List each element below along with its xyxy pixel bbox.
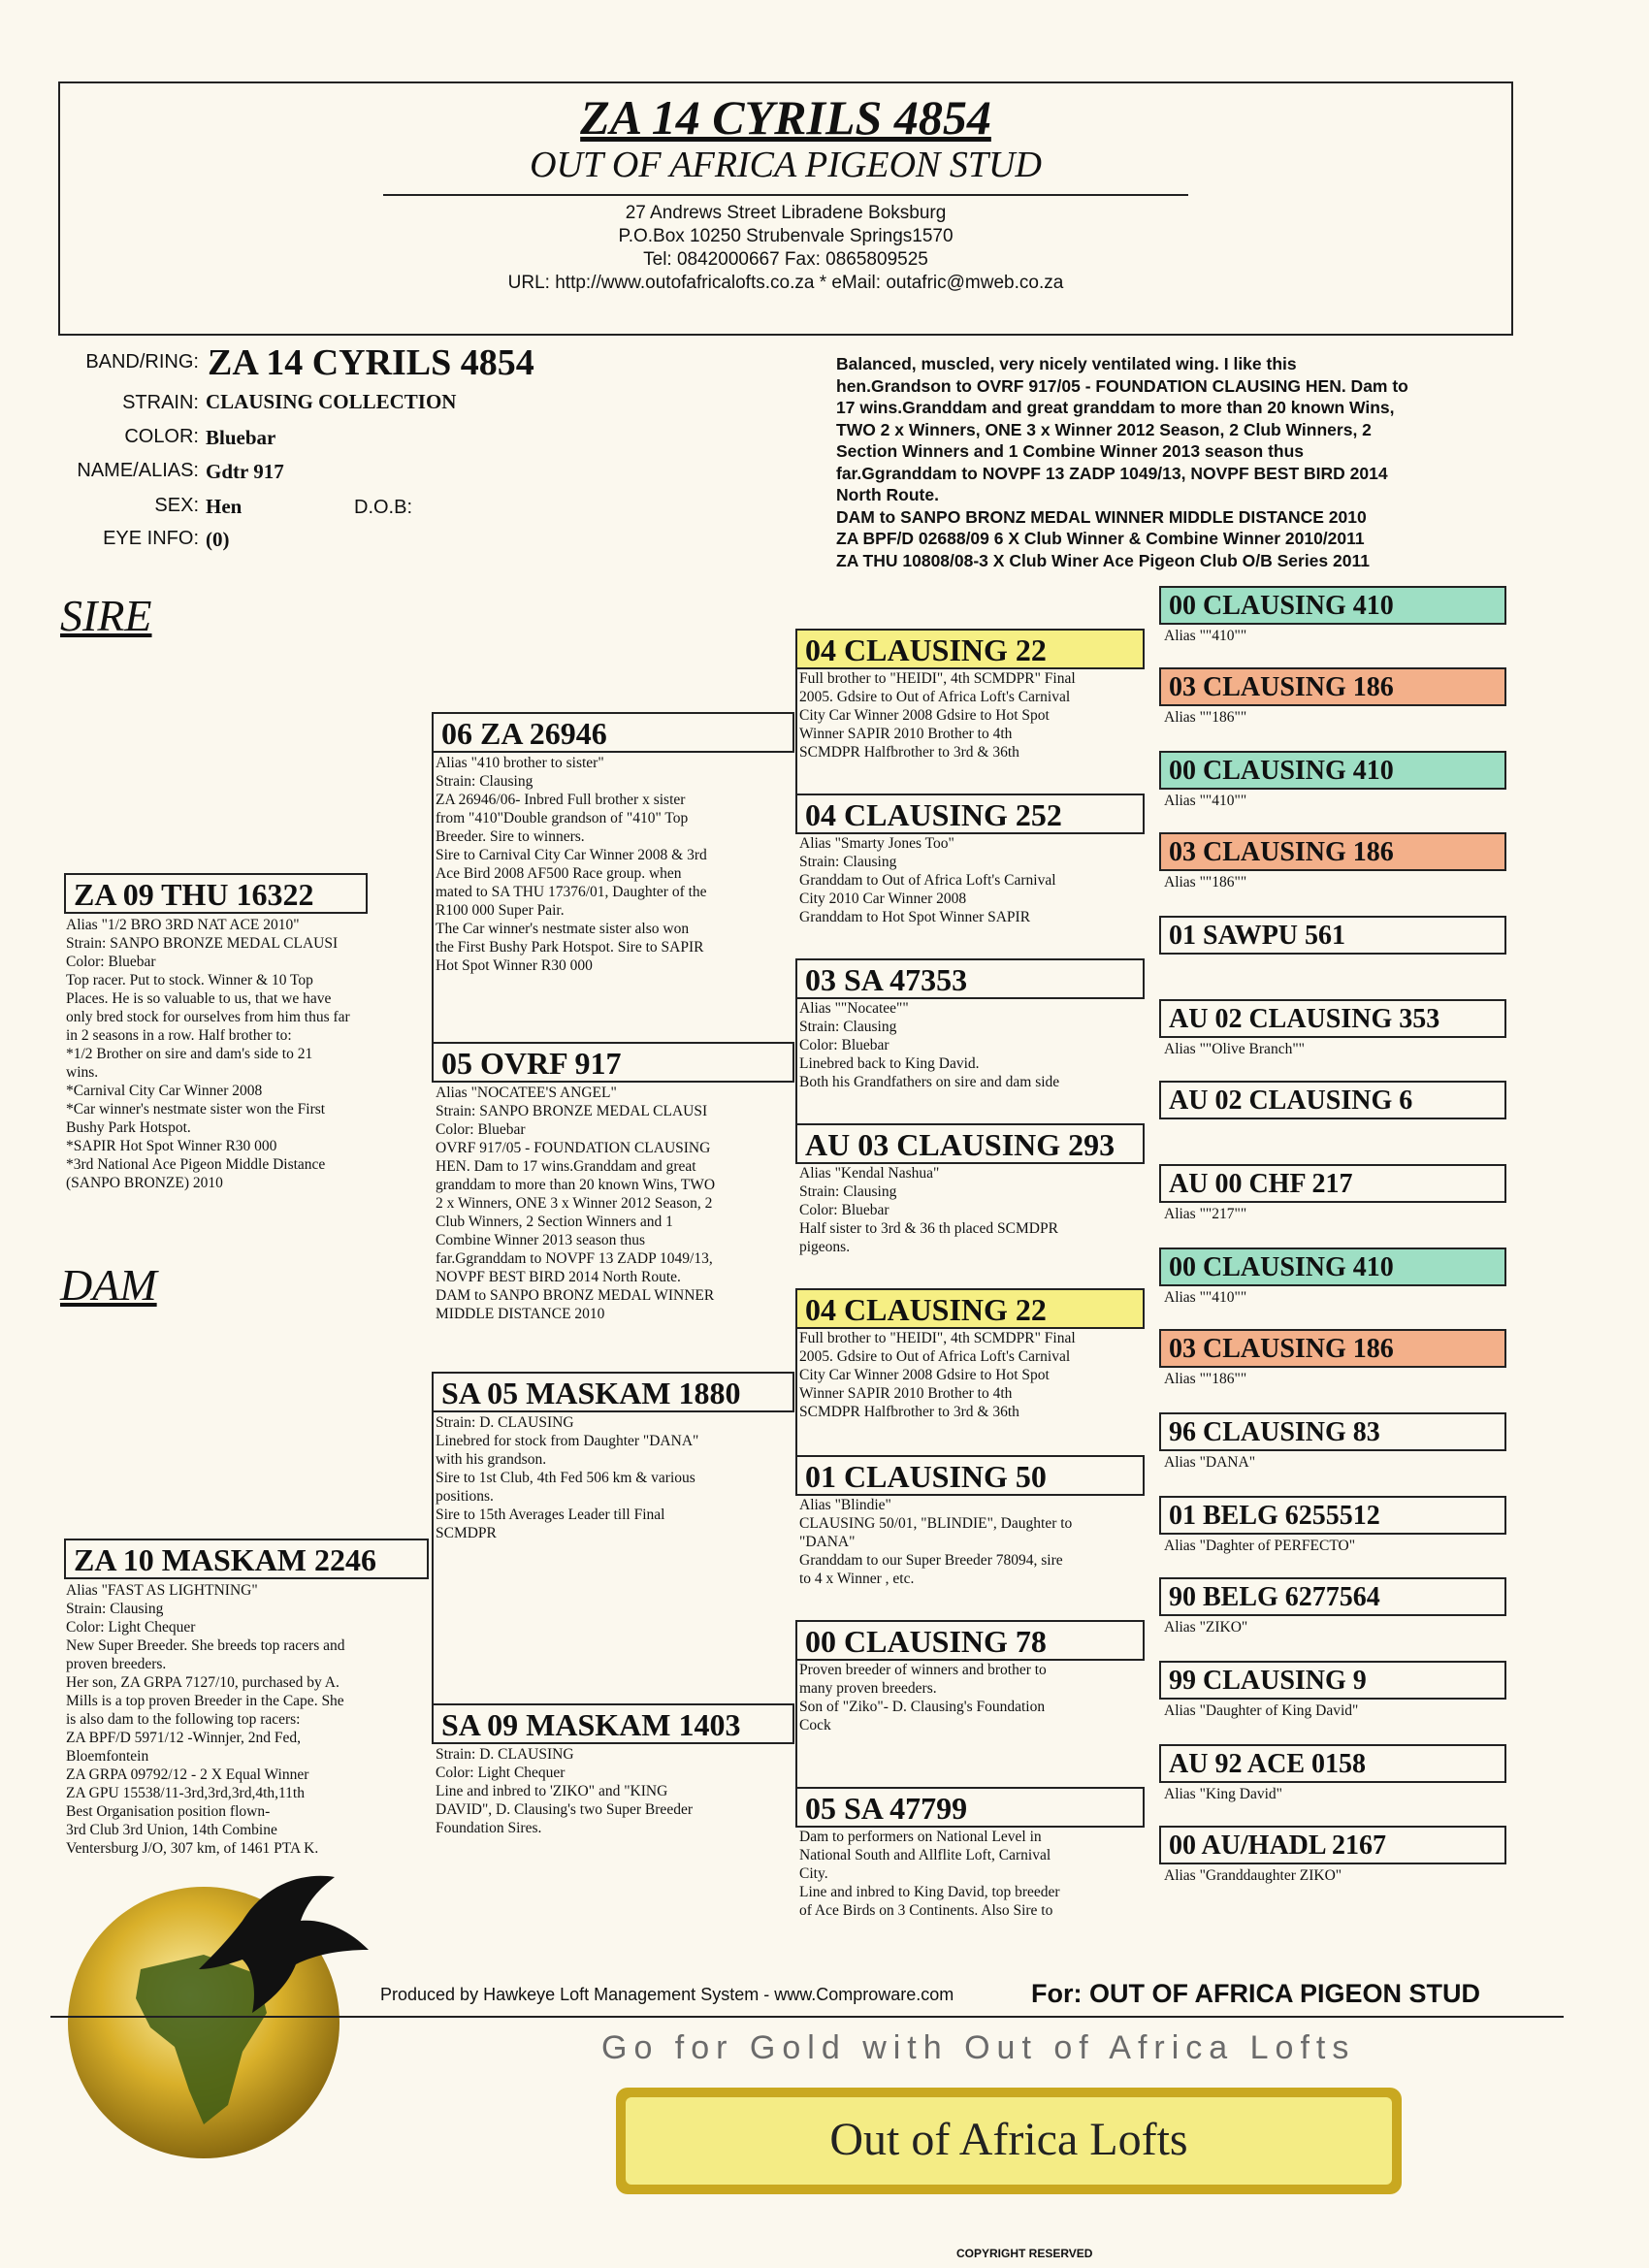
great-grandparent-details [799, 1661, 1153, 1734]
gg-grandparent-band: AU 02 CLAUSING 6 [1159, 1081, 1506, 1119]
gg-grandparent-band: 99 CLAUSING 9 [1159, 1661, 1506, 1700]
detail-line: Mills is a top proven Breeder in the Cape. She [66, 1693, 344, 1709]
note-line: hen.Grandson to OVRF 917/05 - FOUNDATION CLAUSING HEN. Dam to [836, 375, 1408, 396]
detail-line: DAM to SANPO BRONZ MEDAL WINNER [436, 1287, 715, 1304]
detail-line: Club Winners, 2 Section Winners and 1 [436, 1214, 673, 1230]
great-grandparent-band: 04 CLAUSING 22 [795, 1288, 1145, 1329]
detail-line: Sire to Carnival City Car Winner 2008 & 3rd [436, 847, 707, 863]
stud-footer: For: OUT OF AFRICA PIGEON STUD [1031, 1979, 1480, 2008]
detail-line: CLAUSING 50/01, "BLINDIE", Daughter to [799, 1515, 1073, 1532]
note-line: TWO 2 x Winners, ONE 3 x Winner 2012 Season, 2 Club Winners, 2 [836, 419, 1372, 439]
note-line: Section Winners and 1 Combine Winner 2013 season thus [836, 441, 1305, 461]
grandparent-details [436, 1084, 794, 1323]
detail-line: MIDDLE DISTANCE 2010 [436, 1306, 605, 1322]
note-line: 17 wins.Granddam and great granddam to more than 20 known Wins, [836, 398, 1395, 417]
address-line-1: 27 Andrews Street Libradene Boksburg [625, 203, 947, 223]
detail-line: proven breeders. [66, 1656, 167, 1672]
great-grandparent-band: 01 CLAUSING 50 [795, 1455, 1145, 1496]
great-grandparent-band: AU 03 CLAUSING 293 [795, 1123, 1145, 1164]
detail-line: ZA 26946/06- Inbred Full brother x sister [436, 792, 686, 808]
detail-line: many proven breeders. [799, 1680, 937, 1697]
detail-line: with his grandson. [436, 1451, 547, 1468]
connector-line [795, 1639, 797, 1804]
detail-line: National South and Allflite Loft, Carnival [799, 1847, 1051, 1863]
strain-label: STRAIN: [122, 392, 199, 413]
grandparent-band: SA 05 MASKAM 1880 [432, 1372, 794, 1412]
detail-line: ZA GPU 15538/11-3rd,3rd,3rd,4th,11th [66, 1785, 305, 1801]
detail-line: 3rd Club 3rd Union, 14th Combine [66, 1822, 277, 1838]
gg-grandparent-alias: Alias "Daughter of King David" [1164, 1702, 1359, 1719]
detail-line: City Car Winner 2008 Gdsire to Hot Spot [799, 707, 1050, 724]
detail-line: Ace Bird 2008 AF500 Race group. when [436, 865, 682, 882]
note-line: DAM to SANPO BRONZ MEDAL WINNER MIDDLE DISTANCE 2010 [836, 506, 1367, 527]
eye-value: (0) [206, 528, 230, 551]
note-line: Balanced, muscled, very nicely ventilated wing. I like this [836, 354, 1297, 373]
detail-line: only bred stock for ourselves from him thus far [66, 1009, 350, 1025]
software-credit: Produced by Hawkeye Loft Management System - www.Comproware.com [380, 1985, 954, 2004]
great-grandparent-band: 04 CLAUSING 22 [795, 629, 1145, 669]
detail-line: Line and inbred to King David, top breeder [799, 1884, 1060, 1900]
gg-grandparent-band: 01 BELG 6255512 [1159, 1496, 1506, 1535]
dam-band: ZA 10 MASKAM 2246 [64, 1539, 429, 1579]
great-grandparent-details [799, 999, 1153, 1091]
gg-grandparent-alias: Alias ""186"" [1164, 874, 1247, 891]
detail-line: Alias "Blindie" [799, 1497, 891, 1513]
detail-line: Strain: Clausing [799, 1019, 897, 1035]
detail-line: *Carnival City Car Winner 2008 [66, 1083, 263, 1099]
gg-grandparent-band: AU 00 CHF 217 [1159, 1164, 1506, 1203]
detail-line: mated to SA THU 17376/01, Daughter of the [436, 884, 707, 900]
detail-line: *1/2 Brother on sire and dam's side to 21 [66, 1046, 313, 1062]
connector-line [432, 1385, 434, 1720]
detail-line: *SAPIR Hot Spot Winner R30 000 [66, 1138, 277, 1154]
gg-grandparent-band: AU 02 CLAUSING 353 [1159, 999, 1506, 1038]
gg-grandparent-alias: Alias ""186"" [1164, 709, 1247, 726]
dam-details [66, 1581, 420, 1858]
detail-line: Bushy Park Hotspot. [66, 1119, 191, 1136]
brand-banner [616, 2088, 1402, 2194]
detail-line: Breeder. Sire to winners. [436, 828, 585, 845]
detail-line: Strain: Clausing [436, 773, 534, 790]
detail-line: *3rd National Ace Pigeon Middle Distance [66, 1156, 326, 1173]
connector-line [795, 648, 797, 813]
africa-gold-logo [58, 1843, 407, 2163]
gg-grandparent-alias: Alias ""Olive Branch"" [1164, 1041, 1305, 1057]
connector-line [795, 1308, 797, 1473]
sex-label: SEX: [154, 495, 199, 516]
gg-grandparent-alias: Alias "Granddaughter ZIKO" [1164, 1867, 1342, 1884]
detail-line: Combine Winner 2013 season thus [436, 1232, 646, 1248]
great-grandparent-details [799, 1329, 1153, 1421]
grandparent-details [436, 754, 794, 975]
detail-line: positions. [436, 1488, 494, 1505]
detail-line: wins. [66, 1064, 99, 1081]
gg-grandparent-alias: Alias "ZIKO" [1164, 1619, 1248, 1636]
detail-line: SCMDPR Halfbrother to 3rd & 36th [799, 744, 1019, 761]
bird-notes [836, 353, 1496, 571]
gg-grandparent-alias: Alias "King David" [1164, 1786, 1283, 1802]
detail-line: Line and inbred to 'ZIKO" and "KING [436, 1783, 668, 1799]
detail-line: far.Ggranddam to NOVPF 13 ZADP 1049/13, [436, 1250, 713, 1267]
url-line: URL: http://www.outofafricalofts.co.za * eMail: outafric@mweb.co.za [507, 273, 1064, 293]
gg-grandparent-band: 00 CLAUSING 410 [1159, 586, 1506, 625]
detail-line: Alias "Smarty Jones Too" [799, 835, 954, 852]
detail-line: Color: Light Chequer [436, 1765, 566, 1781]
detail-line: City Car Winner 2008 Gdsire to Hot Spot [799, 1367, 1050, 1383]
gg-grandparent-band: 01 SAWPU 561 [1159, 916, 1506, 955]
gg-grandparent-alias: Alias ""217"" [1164, 1206, 1247, 1222]
detail-line: 2 x Winners, ONE 3 x Winner 2012 Season, 2 [436, 1195, 713, 1212]
detail-line: *Car winner's nestmate sister won the First [66, 1101, 326, 1118]
great-grandparent-details [799, 669, 1153, 761]
sire-section-label: SIRE [60, 591, 152, 640]
color-value: Bluebar [206, 426, 276, 449]
detail-line: SCMDPR [436, 1525, 497, 1541]
detail-line: 2005. Gdsire to Out of Africa Loft's Carnival [799, 1348, 1071, 1365]
gg-grandparent-alias: Alias ""410"" [1164, 1289, 1247, 1306]
detail-line: Half sister to 3rd & 36 th placed SCMDPR [799, 1220, 1058, 1237]
detail-line: Granddam to Out of Africa Loft's Carnival [799, 872, 1056, 889]
note-line: North Route. [836, 485, 939, 504]
detail-line: Sire to 1st Club, 4th Fed 506 km & various [436, 1470, 695, 1486]
detail-line: NOVPF BEST BIRD 2014 North Route. [436, 1269, 681, 1285]
great-grandparent-details [799, 1828, 1153, 1920]
band-label: BAND/RING: [85, 351, 199, 373]
name-label: NAME/ALIAS: [77, 460, 199, 481]
connector-line [795, 978, 797, 1143]
detail-line: DAVID", D. Clausing's two Super Breeder [436, 1801, 693, 1818]
detail-line: Full brother to "HEIDI", 4th SCMDPR" Final [799, 1330, 1076, 1346]
detail-line: Strain: SANPO BRONZE MEDAL CLAUSI [436, 1103, 708, 1119]
phone-line: Tel: 0842000667 Fax: 0865809525 [643, 249, 928, 270]
gg-grandparent-band: 03 CLAUSING 186 [1159, 667, 1506, 706]
band-value: ZA 14 CYRILS 4854 [208, 342, 534, 383]
detail-line: Best Organisation position flown- [66, 1803, 271, 1820]
detail-line: Ventersburg J/O, 307 km, of 1461 PTA K. [66, 1840, 319, 1857]
detail-line: Proven breeder of winners and brother to [799, 1662, 1047, 1678]
detail-line: Alias ""Nocatee"" [799, 1000, 909, 1017]
note-line: ZA BPF/D 02688/09 6 X Club Winner & Combine Winner 2010/2011 [836, 529, 1365, 548]
strain-value: CLAUSING COLLECTION [206, 390, 457, 413]
gg-grandparent-alias: Alias "Daghter of PERFECTO" [1164, 1538, 1356, 1554]
grandparent-band: SA 09 MASKAM 1403 [432, 1703, 794, 1744]
dob-label: D.O.B: [354, 497, 413, 518]
gg-grandparent-band: AU 92 ACE 0158 [1159, 1744, 1506, 1783]
detail-line: from "410"Double grandson of "410" Top [436, 810, 689, 826]
great-grandparent-details [799, 1496, 1153, 1588]
detail-line: Color: Bluebar [799, 1037, 889, 1053]
note-line: ZA THU 10808/08-3 X Club Winer Ace Pigeon Club O/B Series 2011 [836, 550, 1370, 570]
note-line: far.Ggranddam to NOVPF 13 ZADP 1049/13, NOVPF BEST BIRD 2014 [836, 463, 1388, 483]
detail-line: Granddam to our Super Breeder 78094, sire [799, 1552, 1063, 1569]
detail-line: Linebred for stock from Daughter "DANA" [436, 1433, 699, 1449]
detail-line: City. [799, 1865, 828, 1882]
stud-name: OUT OF AFRICA PIGEON STUD [530, 145, 1042, 185]
detail-line: Granddam to Hot Spot Winner SAPIR [799, 909, 1031, 925]
gg-grandparent-band: 03 CLAUSING 186 [1159, 1329, 1506, 1368]
gg-grandparent-alias: Alias ""186"" [1164, 1371, 1247, 1387]
detail-line: Color: Light Chequer [66, 1619, 196, 1636]
detail-line: Places. He is so valuable to us, that we have [66, 990, 332, 1007]
tagline: Go for Gold with Out of Africa Lofts [601, 2029, 1356, 2066]
gg-grandparent-alias: Alias "DANA" [1164, 1454, 1256, 1471]
detail-line: Color: Bluebar [66, 954, 156, 970]
detail-line: Strain: Clausing [799, 1183, 897, 1200]
address-line-2: P.O.Box 10250 Strubenvale Springs1570 [618, 226, 954, 246]
detail-line: ZA BPF/D 5971/12 -Winnjer, 2nd Fed, [66, 1730, 302, 1746]
detail-line: Alias "FAST AS LIGHTNING" [66, 1582, 258, 1599]
detail-line: Full brother to "HEIDI", 4th SCMDPR" Final [799, 670, 1076, 687]
detail-line: "DANA" [799, 1534, 856, 1550]
detail-line: Alias "Kendal Nashua" [799, 1165, 940, 1182]
detail-line: of Ace Birds on 3 Continents. Also Sire to [799, 1902, 1053, 1919]
great-grandparent-band: 05 SA 47799 [795, 1787, 1145, 1828]
detail-line: City 2010 Car Winner 2008 [799, 891, 967, 907]
detail-line: Sire to 15th Averages Leader till Final [436, 1507, 665, 1523]
gg-grandparent-band: 00 CLAUSING 410 [1159, 751, 1506, 790]
detail-line: (SANPO BRONZE) 2010 [66, 1175, 223, 1191]
detail-line: Alias "NOCATEE'S ANGEL" [436, 1085, 617, 1101]
gg-grandparent-band: 03 CLAUSING 186 [1159, 832, 1506, 871]
detail-line: Winner SAPIR 2010 Brother to 4th [799, 1385, 1013, 1402]
detail-line: Son of "Ziko"- D. Clausing's Foundation [799, 1699, 1046, 1715]
detail-line: Alias "410 brother to sister" [436, 755, 604, 771]
grandparent-band: 05 OVRF 917 [432, 1042, 794, 1083]
grandparent-details [436, 1745, 794, 1837]
detail-line: Hot Spot Winner R30 000 [436, 957, 593, 974]
detail-line: R100 000 Super Pair. [436, 902, 565, 919]
great-grandparent-details [799, 1164, 1153, 1256]
detail-line: granddam to more than 20 known Wins, TWO [436, 1177, 716, 1193]
detail-line: New Super Breeder. She breeds top racers and [66, 1637, 345, 1654]
detail-line: Foundation Sires. [436, 1820, 542, 1836]
detail-line: Winner SAPIR 2010 Brother to 4th [799, 726, 1013, 742]
grandparent-band: 06 ZA 26946 [432, 712, 794, 753]
detail-line: Top racer. Put to stock. Winner & 10 Top [66, 972, 313, 988]
gg-grandparent-band: 00 CLAUSING 410 [1159, 1247, 1506, 1286]
detail-line: ZA GRPA 09792/12 - 2 X Equal Winner [66, 1766, 309, 1783]
detail-line: The Car winner's nestmate sister also won [436, 921, 690, 937]
detail-line: 2005. Gdsire to Out of Africa Loft's Carnival [799, 689, 1071, 705]
detail-line: pigeons. [799, 1239, 851, 1255]
name-value: Gdtr 917 [206, 460, 284, 483]
detail-line: Color: Bluebar [799, 1202, 889, 1218]
detail-line: Strain: D. CLAUSING [436, 1414, 574, 1431]
sire-band: ZA 09 THU 16322 [64, 873, 368, 914]
detail-line: Bloemfontein [66, 1748, 149, 1765]
great-grandparent-band: 03 SA 47353 [795, 958, 1145, 999]
gg-grandparent-band: 96 CLAUSING 83 [1159, 1412, 1506, 1451]
detail-line: Both his Grandfathers on sire and dam side [799, 1074, 1060, 1090]
detail-line: Alias "1/2 BRO 3RD NAT ACE 2010" [66, 917, 300, 933]
detail-line: Color: Bluebar [436, 1121, 526, 1138]
header-box [58, 81, 1513, 336]
sex-value: Hen [206, 495, 242, 518]
great-grandparent-band: 04 CLAUSING 252 [795, 794, 1145, 834]
page-title: ZA 14 CYRILS 4854 [580, 90, 991, 145]
gg-grandparent-band: 90 BELG 6277564 [1159, 1577, 1506, 1616]
detail-line: Her son, ZA GRPA 7127/10, purchased by A. [66, 1674, 340, 1691]
detail-line: Linebred back to King David. [799, 1055, 980, 1072]
grandparent-details [436, 1413, 794, 1542]
detail-line: is also dam to the following top racers: [66, 1711, 301, 1728]
detail-line: HEN. Dam to 17 wins.Granddam and great [436, 1158, 696, 1175]
detail-line: Strain: SANPO BRONZE MEDAL CLAUSI [66, 935, 339, 952]
footer-divider [50, 2016, 1564, 2018]
connector-line [432, 729, 434, 1064]
detail-line: Strain: Clausing [66, 1601, 164, 1617]
detail-line: Strain: Clausing [799, 854, 897, 870]
dam-section-label: DAM [60, 1260, 157, 1310]
detail-line: to 4 x Winner , etc. [799, 1571, 915, 1587]
sire-details [66, 916, 401, 1192]
great-grandparent-band: 00 CLAUSING 78 [795, 1620, 1145, 1661]
detail-line: OVRF 917/05 - FOUNDATION CLAUSING [436, 1140, 711, 1156]
gg-grandparent-band: 00 AU/HADL 2167 [1159, 1826, 1506, 1864]
great-grandparent-details [799, 834, 1153, 926]
brand-name: Out of Africa Lofts [626, 2097, 1392, 2185]
detail-line: Strain: D. CLAUSING [436, 1746, 574, 1763]
detail-line: Cock [799, 1717, 831, 1733]
detail-line: Dam to performers on National Level in [799, 1829, 1042, 1845]
detail-line: in 2 seasons in a row. Half brother to: [66, 1027, 292, 1044]
copyright-notice: COPYRIGHT RESERVED [956, 2247, 1093, 2260]
gg-grandparent-alias: Alias ""410"" [1164, 793, 1247, 809]
header-divider [383, 194, 1188, 196]
gg-grandparent-alias: Alias ""410"" [1164, 628, 1247, 644]
detail-line: the First Bushy Park Hotspot. Sire to SAPIR [436, 939, 704, 956]
detail-line: SCMDPR Halfbrother to 3rd & 36th [799, 1404, 1019, 1420]
eye-label: EYE INFO: [103, 528, 199, 549]
color-label: COLOR: [124, 426, 199, 447]
